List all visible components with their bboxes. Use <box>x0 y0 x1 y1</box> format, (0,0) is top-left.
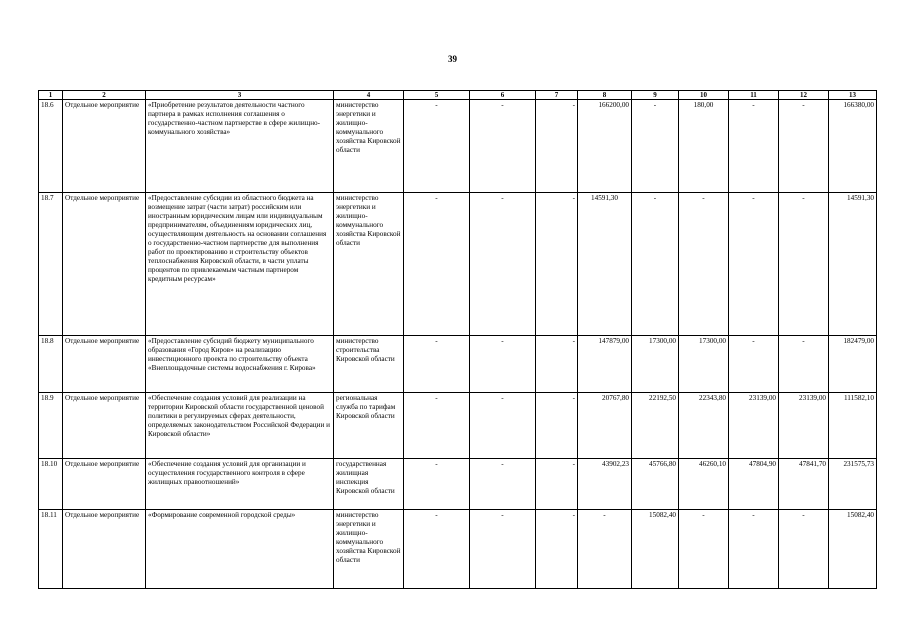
col-header: 2 <box>63 91 146 100</box>
cell-6: - <box>470 336 536 393</box>
row-executor: региональная служба по тарифам Кировской области <box>334 393 404 459</box>
col-header: 7 <box>536 91 578 100</box>
table-row <box>39 336 877 393</box>
cell-13: 15082,40 <box>829 510 877 589</box>
cell-12: 47841,70 <box>779 459 829 510</box>
cell-5: - <box>404 393 470 459</box>
cell-6: - <box>470 193 536 336</box>
col-header: 10 <box>679 91 729 100</box>
col-header: 9 <box>632 91 679 100</box>
row-type: Отдельное мероприятие <box>63 100 146 193</box>
cell-11: 47804,90 <box>729 459 779 510</box>
row-id: 18.6 <box>39 100 63 193</box>
cell-11: - <box>729 193 779 336</box>
col-header: 5 <box>404 91 470 100</box>
cell-11: - <box>729 510 779 589</box>
row-name: «Предоставление субсидии из областного бюджета на возмещение затрат (части затрат) российским или иностранным юридическим лицам или индивидуальным предпринимателям, объединениям юридических лиц, осуществляющим деятельность на основании соглашения о государственно-частном партнерстве для выполнения работ по проектированию и строительству объектов теплоснабжения Кировской области, в части уплаты процентов по привлекаемым частным партнером кредитным ресурсам» <box>146 193 334 336</box>
cell-7: - <box>536 393 578 459</box>
row-name: «Предоставление субсидий бюджету муниципального образования «Город Киров» на реализацию инвестиционного проекта по строительству объекта «Внеплощадочные системы водоснабжения г. Кирова» <box>146 336 334 393</box>
cell-8: 147879,00 <box>578 336 632 393</box>
row-executor: министерство строительства Кировской области <box>334 336 404 393</box>
cell-11: 23139,00 <box>729 393 779 459</box>
row-name: «Формирование современной городской среды» <box>146 510 334 589</box>
cell-9: 45766,80 <box>632 459 679 510</box>
cell-5: - <box>404 336 470 393</box>
row-name: «Обеспечение создания условий для организации и осуществления государственного контроля в сфере жилищных правоотношений» <box>146 459 334 510</box>
cell-10: 17300,00 <box>679 336 729 393</box>
cell-12: - <box>779 100 829 193</box>
col-header: 8 <box>578 91 632 100</box>
row-type: Отдельное мероприятие <box>63 459 146 510</box>
cell-12: - <box>779 336 829 393</box>
cell-13: 111582,10 <box>829 393 877 459</box>
cell-6: - <box>470 100 536 193</box>
col-header: 11 <box>729 91 779 100</box>
row-type: Отдельное мероприятие <box>63 510 146 589</box>
cell-6: - <box>470 393 536 459</box>
cell-9: 15082,40 <box>632 510 679 589</box>
col-header: 13 <box>829 91 877 100</box>
row-id: 18.11 <box>39 510 63 589</box>
row-id: 18.7 <box>39 193 63 336</box>
cell-9: - <box>632 193 679 336</box>
row-id: 18.8 <box>39 336 63 393</box>
cell-7: - <box>536 510 578 589</box>
table-row <box>39 100 877 193</box>
cell-10: 46260,10 <box>679 459 729 510</box>
cell-8: 166200,00 <box>578 100 632 193</box>
row-executor: министерство энергетики и жилищно-коммунального хозяйства Кировской области <box>334 510 404 589</box>
col-header: 3 <box>146 91 334 100</box>
cell-10: 180,00 <box>679 100 729 193</box>
cell-5: - <box>404 193 470 336</box>
cell-7: - <box>536 459 578 510</box>
col-header: 4 <box>334 91 404 100</box>
cell-9: 22192,50 <box>632 393 679 459</box>
row-executor: государственная жилищная инспекция Кировской области <box>334 459 404 510</box>
cell-8: 20767,80 <box>578 393 632 459</box>
col-header: 1 <box>39 91 63 100</box>
row-executor: министерство энергетики и жилищно-коммунального хозяйства Кировской области <box>334 193 404 336</box>
cell-10: - <box>679 510 729 589</box>
row-type: Отдельное мероприятие <box>63 193 146 336</box>
cell-6: - <box>470 459 536 510</box>
cell-5: - <box>404 459 470 510</box>
row-name: «Приобретение результатов деятельности частного партнера в рамках исполнения соглашения о государственно-частном партнерстве в сфере жилищно-коммунального хозяйства» <box>146 100 334 193</box>
cell-13: 231575,73 <box>829 459 877 510</box>
cell-8: 14591,30 <box>578 193 632 336</box>
table-row <box>39 510 877 589</box>
row-id: 18.10 <box>39 459 63 510</box>
cell-7: - <box>536 193 578 336</box>
page-number: 39 <box>448 54 457 64</box>
cell-13: 182479,00 <box>829 336 877 393</box>
cell-12: - <box>779 510 829 589</box>
cell-11: - <box>729 336 779 393</box>
col-header: 6 <box>470 91 536 100</box>
table-row <box>39 193 877 336</box>
row-executor: министерство энергетики и жилищно-коммунального хозяйства Кировской области <box>334 100 404 193</box>
cell-6: - <box>470 510 536 589</box>
cell-5: - <box>404 510 470 589</box>
cell-8: 43902,23 <box>578 459 632 510</box>
cell-9: - <box>632 100 679 193</box>
row-type: Отдельное мероприятие <box>63 393 146 459</box>
row-name: «Обеспечение создания условий для реализации на территории Кировской области государственной ценовой политики в регулируемых сферах деятельности, определяемых законодательством Российской Федерации и Кировской области» <box>146 393 334 459</box>
cell-13: 14591,30 <box>829 193 877 336</box>
row-type: Отдельное мероприятие <box>63 336 146 393</box>
cell-7: - <box>536 336 578 393</box>
cell-11: - <box>729 100 779 193</box>
table-row <box>39 393 877 459</box>
program-table <box>38 90 877 589</box>
cell-10: - <box>679 193 729 336</box>
row-id: 18.9 <box>39 393 63 459</box>
cell-10: 22343,80 <box>679 393 729 459</box>
table-row <box>39 459 877 510</box>
cell-7: - <box>536 100 578 193</box>
col-header: 12 <box>779 91 829 100</box>
header-row <box>39 91 877 100</box>
cell-12: - <box>779 193 829 336</box>
cell-8: - <box>578 510 632 589</box>
cell-9: 17300,00 <box>632 336 679 393</box>
cell-12: 23139,00 <box>779 393 829 459</box>
cell-5: - <box>404 100 470 193</box>
cell-13: 166380,00 <box>829 100 877 193</box>
